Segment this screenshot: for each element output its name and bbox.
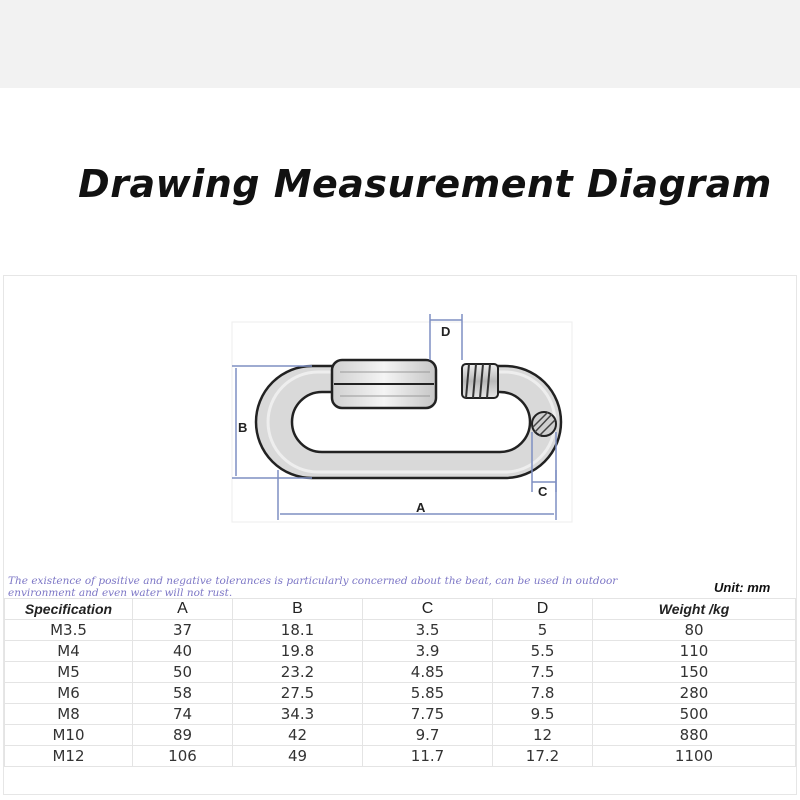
cell-spec: M12 (5, 746, 133, 767)
table-header-row (5, 599, 796, 620)
col-header-b: B (233, 599, 363, 620)
cell-c: 4.85 (363, 662, 493, 683)
cell-c: 9.7 (363, 725, 493, 746)
col-header-specification: Specification (5, 599, 133, 620)
col-header-weight: Weight /kg (593, 599, 796, 620)
cell-weight: 110 (593, 641, 796, 662)
cell-spec: M6 (5, 683, 133, 704)
nut-sleeve (332, 360, 436, 408)
cell-spec: M8 (5, 704, 133, 725)
table-row (5, 683, 796, 704)
cell-weight: 80 (593, 620, 796, 641)
cell-b: 19.8 (233, 641, 363, 662)
cell-a: 50 (133, 662, 233, 683)
cell-a: 74 (133, 704, 233, 725)
cell-b: 49 (233, 746, 363, 767)
cell-a: 106 (133, 746, 233, 767)
col-header-a: A (133, 599, 233, 620)
label-c: C (538, 484, 548, 499)
cell-spec: M3.5 (5, 620, 133, 641)
label-a: A (416, 500, 426, 515)
tolerance-note: The existence of positive and negative tolerances is particularly concerned about the beat, can be used in outdoor environment and even water will not rust. (8, 575, 618, 599)
cell-d: 7.5 (493, 662, 593, 683)
link-gap (436, 360, 462, 396)
cell-a: 58 (133, 683, 233, 704)
cell-c: 11.7 (363, 746, 493, 767)
cell-spec: M5 (5, 662, 133, 683)
cell-d: 5 (493, 620, 593, 641)
label-d: D (441, 324, 451, 339)
table-row (5, 662, 796, 683)
table-row (5, 704, 796, 725)
cell-c: 3.5 (363, 620, 493, 641)
cell-b: 18.1 (233, 620, 363, 641)
cell-a: 89 (133, 725, 233, 746)
cell-d: 17.2 (493, 746, 593, 767)
thread-end (462, 364, 498, 398)
cell-weight: 150 (593, 662, 796, 683)
table-row (5, 620, 796, 641)
cell-c: 5.85 (363, 683, 493, 704)
cell-d: 12 (493, 725, 593, 746)
table-row (5, 641, 796, 662)
cell-b: 27.5 (233, 683, 363, 704)
cell-weight: 280 (593, 683, 796, 704)
page-title: Drawing Measurement Diagram (78, 162, 772, 206)
cell-spec: M10 (5, 725, 133, 746)
cell-d: 9.5 (493, 704, 593, 725)
cell-a: 37 (133, 620, 233, 641)
cell-weight: 1100 (593, 746, 796, 767)
table-row (5, 725, 796, 746)
cell-b: 23.2 (233, 662, 363, 683)
spec-table (4, 598, 796, 767)
cell-weight: 500 (593, 704, 796, 725)
table-row (5, 746, 796, 767)
cell-a: 40 (133, 641, 233, 662)
wire-section (532, 412, 556, 436)
cell-b: 42 (233, 725, 363, 746)
cell-spec: M4 (5, 641, 133, 662)
cell-c: 7.75 (363, 704, 493, 725)
col-header-d: D (493, 599, 593, 620)
unit-label: Unit: mm (714, 580, 771, 595)
col-header-c: C (363, 599, 493, 620)
label-b: B (238, 420, 248, 435)
cell-weight: 880 (593, 725, 796, 746)
cell-c: 3.9 (363, 641, 493, 662)
cell-d: 7.8 (493, 683, 593, 704)
cell-d: 5.5 (493, 641, 593, 662)
cell-b: 34.3 (233, 704, 363, 725)
